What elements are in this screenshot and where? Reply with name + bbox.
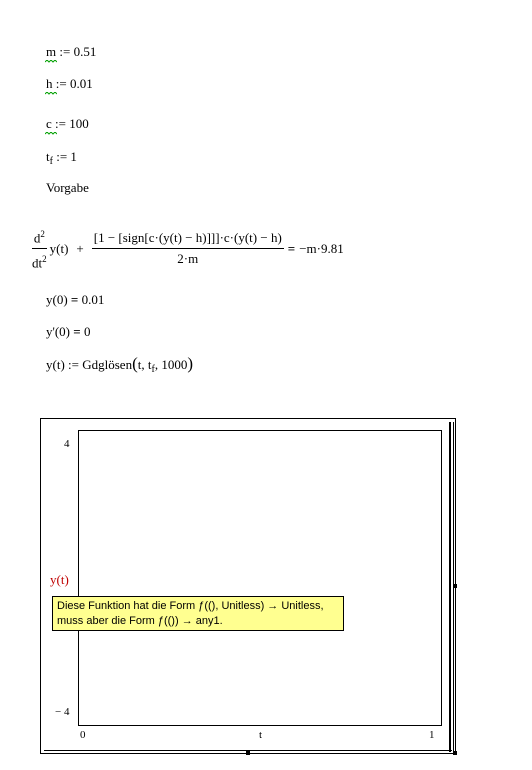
value: 0.51: [73, 44, 97, 59]
assign-op: :=: [68, 357, 79, 372]
ode-rhs: −m·9.81: [299, 240, 344, 256]
def-h[interactable]: [46, 76, 93, 92]
def-tf[interactable]: [46, 149, 77, 170]
spell-squiggle-icon: [45, 132, 57, 135]
x-axis-label[interactable]: t: [259, 729, 263, 741]
value: 0: [83, 324, 91, 339]
ytick-top: 4: [64, 438, 70, 450]
plus-op: +: [76, 240, 84, 256]
paren-close: ): [187, 354, 193, 373]
solve-definition[interactable]: [46, 356, 193, 378]
lhs: y(0): [46, 292, 68, 307]
value: 1: [70, 149, 77, 164]
args: t, t: [137, 357, 152, 372]
y-axis-label[interactable]: y(t): [50, 572, 69, 587]
xtick-left: 0: [80, 729, 86, 741]
vorgabe-keyword[interactable]: Vorgabe: [46, 180, 89, 195]
plot-right-border: [449, 422, 451, 752]
args-subscript: f: [151, 364, 155, 375]
value: 100: [69, 116, 89, 131]
assign-op: :=: [55, 76, 67, 91]
var-h: h: [46, 76, 53, 92]
equals-op: =: [73, 324, 81, 339]
var-m: m: [46, 44, 56, 60]
resize-handle-bottom[interactable]: [246, 751, 250, 755]
lhs: y'(0): [46, 324, 71, 339]
def-c[interactable]: [46, 116, 89, 132]
init-dy0[interactable]: [46, 324, 90, 340]
args-tail: , 1000: [154, 357, 188, 372]
resize-handle-right[interactable]: [453, 584, 457, 588]
value: 0.01: [81, 292, 105, 307]
ode-denominator: 2·m: [177, 251, 199, 267]
lhs: y(t): [46, 357, 65, 372]
ode-equation[interactable]: [30, 226, 344, 272]
resize-handle-corner[interactable]: [453, 751, 457, 755]
assign-op: :=: [59, 44, 71, 59]
var-subscript: f: [49, 156, 53, 167]
ode-fraction: [92, 230, 284, 267]
assign-op: :=: [56, 149, 68, 164]
spell-squiggle-icon: [45, 60, 57, 63]
paren-open: (: [132, 354, 138, 373]
ode-numerator: [1 − [sign[c·(y(t) − h)]]]·c·(y(t) − h): [92, 230, 284, 249]
tooltip-line-1: Diese Funktion hat die Form ƒ((), Unitless) → Unitless,: [57, 600, 324, 612]
var-c: c: [46, 116, 52, 132]
spell-squiggle-icon: [45, 92, 57, 95]
tooltip-line-2: muss aber die Form ƒ(()) → any1.: [57, 615, 223, 627]
xtick-right: 1: [429, 729, 435, 741]
assign-op: :=: [55, 116, 66, 131]
function-name: Gdglösen: [82, 357, 133, 372]
def-m[interactable]: [46, 44, 96, 60]
plot-area[interactable]: [78, 430, 442, 726]
equals-op: =: [287, 240, 296, 256]
value: 0.01: [69, 76, 93, 91]
init-y0[interactable]: [46, 292, 104, 308]
second-derivative-operator: $\frac{d^2}{dt^2}$: [30, 226, 49, 272]
error-tooltip: [52, 596, 344, 631]
equals-op: =: [70, 292, 79, 307]
ode-yt: y(t): [49, 240, 69, 256]
ytick-bottom: − 4: [55, 706, 70, 718]
var-t: t: [46, 149, 50, 164]
